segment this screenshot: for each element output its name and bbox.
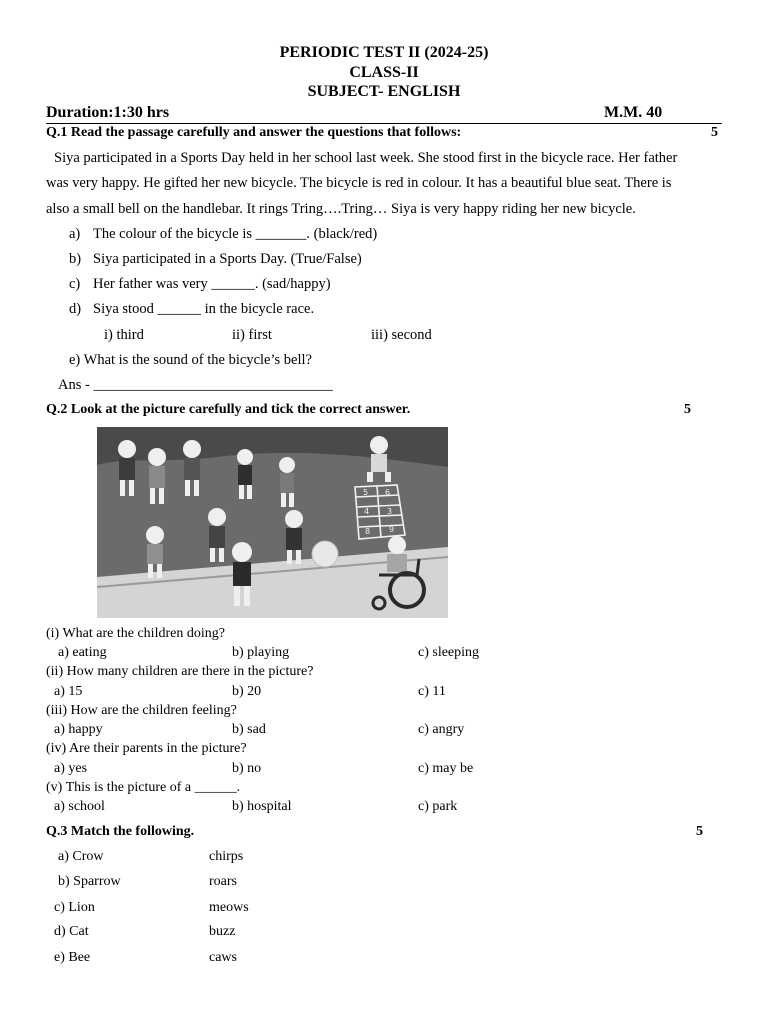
q2-question-3: (iii) How are the children feeling? — [46, 703, 237, 718]
q3-heading: Q.3 Match the following. — [46, 824, 195, 839]
q2-question-4: (iv) Are their parents in the picture? — [46, 741, 247, 756]
class-label: CLASS-II — [349, 64, 419, 81]
q3-left-item: b) Sparrow — [58, 874, 121, 889]
q1-answer-line: Ans - _________________________________ — [58, 377, 333, 393]
q1-item-c: Her father was very ______. (sad/happy) — [93, 276, 331, 292]
q3-right-item: meows — [209, 900, 249, 915]
hopscotch-number: 9 — [389, 525, 395, 534]
q3-right-item: roars — [209, 874, 237, 889]
q1-item-d-label: d) — [69, 301, 82, 317]
q1-item-d: Siya stood ______ in the bicycle race. — [93, 301, 315, 317]
q3-left-item: a) Crow — [58, 849, 104, 864]
q2-q4-option-c: c) may be — [418, 761, 474, 776]
q1-item-b: Siya participated in a Sports Day. (True/False) — [93, 251, 362, 267]
q2-question-1: (i) What are the children doing? — [46, 626, 225, 641]
q1-passage-line-3: also a small bell on the handlebar. It rings Tring….Tring… Siya is very happy riding her new bicycle. — [46, 201, 636, 217]
q2-q4-option-a: a) yes — [54, 761, 88, 776]
q1-d-option-3: iii) second — [371, 327, 432, 343]
header-divider — [46, 123, 722, 124]
q1-passage-line-2: was very happy. He gifted her new bicycle. The bicycle is red in colour. It has a beautiful blue seat. There is — [46, 175, 672, 191]
q3-right-item: caws — [209, 950, 237, 965]
q1-heading: Q.1 Read the passage carefully and answer the questions that follows: — [46, 125, 462, 140]
q2-q3-option-a: a) happy — [54, 722, 103, 737]
q3-left-item: c) Lion — [54, 900, 95, 915]
q2-q1-option-a: a) eating — [58, 645, 107, 660]
q1-item-c-label: c) — [69, 276, 81, 292]
hopscotch-number: 5 — [363, 488, 369, 497]
children-playing-picture — [97, 427, 448, 618]
q1-item-b-label: b) — [69, 251, 82, 267]
duration-label: Duration:1:30 hrs — [46, 104, 170, 121]
q2-marks: 5 — [684, 402, 691, 417]
q2-q5-option-b: b) hospital — [232, 799, 292, 814]
hopscotch-number: 8 — [365, 527, 371, 536]
q2-q2-option-c: c) 11 — [418, 684, 446, 699]
q3-marks: 5 — [696, 824, 703, 839]
q2-question-2: (ii) How many children are there in the picture? — [46, 664, 314, 679]
q2-q5-option-a: a) school — [54, 799, 105, 814]
max-marks-label: M.M. 40 — [604, 104, 663, 121]
q2-q3-option-c: c) angry — [418, 722, 465, 737]
q3-right-item: chirps — [209, 849, 244, 864]
q2-q2-option-b: b) 20 — [232, 684, 262, 699]
q1-marks: 5 — [711, 125, 718, 140]
q1-d-option-1: i) third — [104, 327, 144, 343]
q1-d-option-2: ii) first — [232, 327, 272, 343]
q2-q2-option-a: a) 15 — [54, 684, 83, 699]
q2-q3-option-b: b) sad — [232, 722, 266, 737]
q1-item-a: The colour of the bicycle is _______. (black/red) — [93, 226, 378, 242]
hopscotch-number: 6 — [385, 488, 391, 497]
subject-label: SUBJECT- ENGLISH — [307, 83, 461, 100]
q3-left-item: d) Cat — [54, 924, 89, 939]
q2-q5-option-c: c) park — [418, 799, 458, 814]
q3-left-item: e) Bee — [54, 950, 91, 965]
q2-heading: Q.2 Look at the picture carefully and tick the correct answer. — [46, 402, 411, 417]
q1-item-e: e) What is the sound of the bicycle’s bell? — [69, 352, 312, 368]
q1-passage-line-1: Siya participated in a Sports Day held in her school last week. She stood first in the bicycle race. Her father — [54, 150, 678, 166]
q2-question-5: (v) This is the picture of a ______. — [46, 780, 241, 795]
hopscotch-number: 3 — [387, 507, 393, 516]
q2-q1-option-c: c) sleeping — [418, 645, 480, 660]
q3-right-item: buzz — [209, 924, 236, 939]
test-title: PERIODIC TEST II (2024-25) — [279, 44, 489, 61]
hopscotch-number: 4 — [364, 507, 370, 516]
ball-icon — [312, 541, 338, 567]
q2-q4-option-b: b) no — [232, 761, 262, 776]
q2-q1-option-b: b) playing — [232, 645, 290, 660]
q1-item-a-label: a) — [69, 226, 81, 242]
